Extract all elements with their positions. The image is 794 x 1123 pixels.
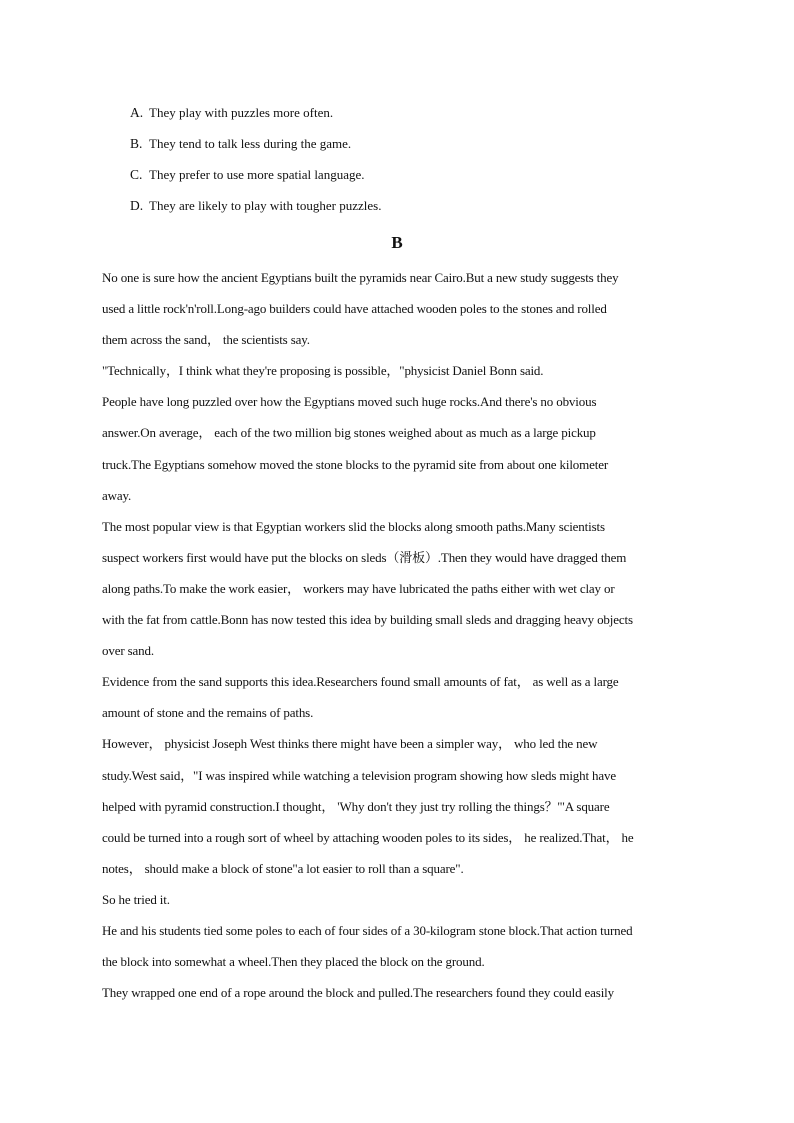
answer-options [130, 102, 690, 226]
option-a [130, 102, 690, 133]
option-text: They tend to talk less during the game. [149, 136, 352, 151]
passage-line: could be turned into a rough sort of wheel by attaching wooden poles to its sides， he realized.That， he [102, 829, 634, 845]
option-letter: A. [130, 105, 144, 120]
option-text: They play with puzzles more often. [149, 105, 334, 120]
passage-line: He and his students tied some poles to each of four sides of a 30-kilogram stone block.That action turned [102, 922, 633, 938]
passage-line: The most popular view is that Egyptian workers slid the blocks along smooth paths.Many scientists [102, 518, 605, 534]
passage-line: truck.The Egyptians somehow moved the stone blocks to the pyramid site from about one kilometer [102, 456, 608, 472]
passage-line: study.West said，"I was inspired while watching a television program showing how sleds might have [102, 767, 616, 783]
passage-line: over sand. [102, 643, 154, 659]
passage-line: People have long puzzled over how the Egyptians moved such huge rocks.And there's no obvious [102, 394, 597, 410]
option-d [130, 195, 690, 226]
passage-line: them across the sand， the scientists say. [102, 332, 310, 348]
passage-line: amount of stone and the remains of paths. [102, 705, 314, 721]
passage-line: However， physicist Joseph West thinks there might have been a simpler way， who led the new [102, 736, 598, 752]
option-c [130, 164, 690, 195]
option-letter: C. [130, 167, 143, 182]
passage-line: answer.On average， each of the two million big stones weighed about as much as a large pickup [102, 425, 596, 441]
passage-line: along paths.To make the work easier， workers may have lubricated the paths either with wet clay or [102, 580, 615, 596]
passage-line: used a little rock'n'roll.Long-ago builders could have attached wooden poles to the stones and rolled [102, 301, 607, 317]
passage-line: with the fat from cattle.Bonn has now tested this idea by building small sleds and dragging heavy objects [102, 612, 633, 628]
option-letter: B. [130, 136, 143, 151]
option-letter: D. [130, 198, 144, 213]
passage-line: helped with pyramid construction.I thought， 'Why don't they just try rolling the things？'"A square [102, 798, 610, 814]
option-text: They are likely to play with tougher puzzles. [149, 198, 382, 213]
passage-line: notes， should make a block of stone"a lot easier to roll than a square". [102, 860, 464, 876]
passage-line: They wrapped one end of a rope around the block and pulled.The researchers found they could easily [102, 985, 614, 1001]
passage-line: "Technically，I think what they're proposing is possible，"physicist Daniel Bonn said. [102, 363, 544, 379]
option-text: They prefer to use more spatial language. [149, 167, 365, 182]
passage-line: So he tried it. [102, 891, 170, 907]
passage-line: suspect workers first would have put the blocks on sleds（滑板）.Then they would have dragged them [102, 549, 627, 565]
passage-line: Evidence from the sand supports this idea.Researchers found small amounts of fat， as well as a large [102, 674, 619, 690]
passage-line: away. [102, 487, 132, 503]
passage-line: the block into somewhat a wheel.Then they placed the block on the ground. [102, 954, 485, 970]
passage-body [102, 266, 694, 1012]
option-b [130, 133, 690, 164]
passage-title: B [391, 233, 403, 252]
passage-line: No one is sure how the ancient Egyptians built the pyramids near Cairo.But a new study suggests they [102, 270, 619, 285]
